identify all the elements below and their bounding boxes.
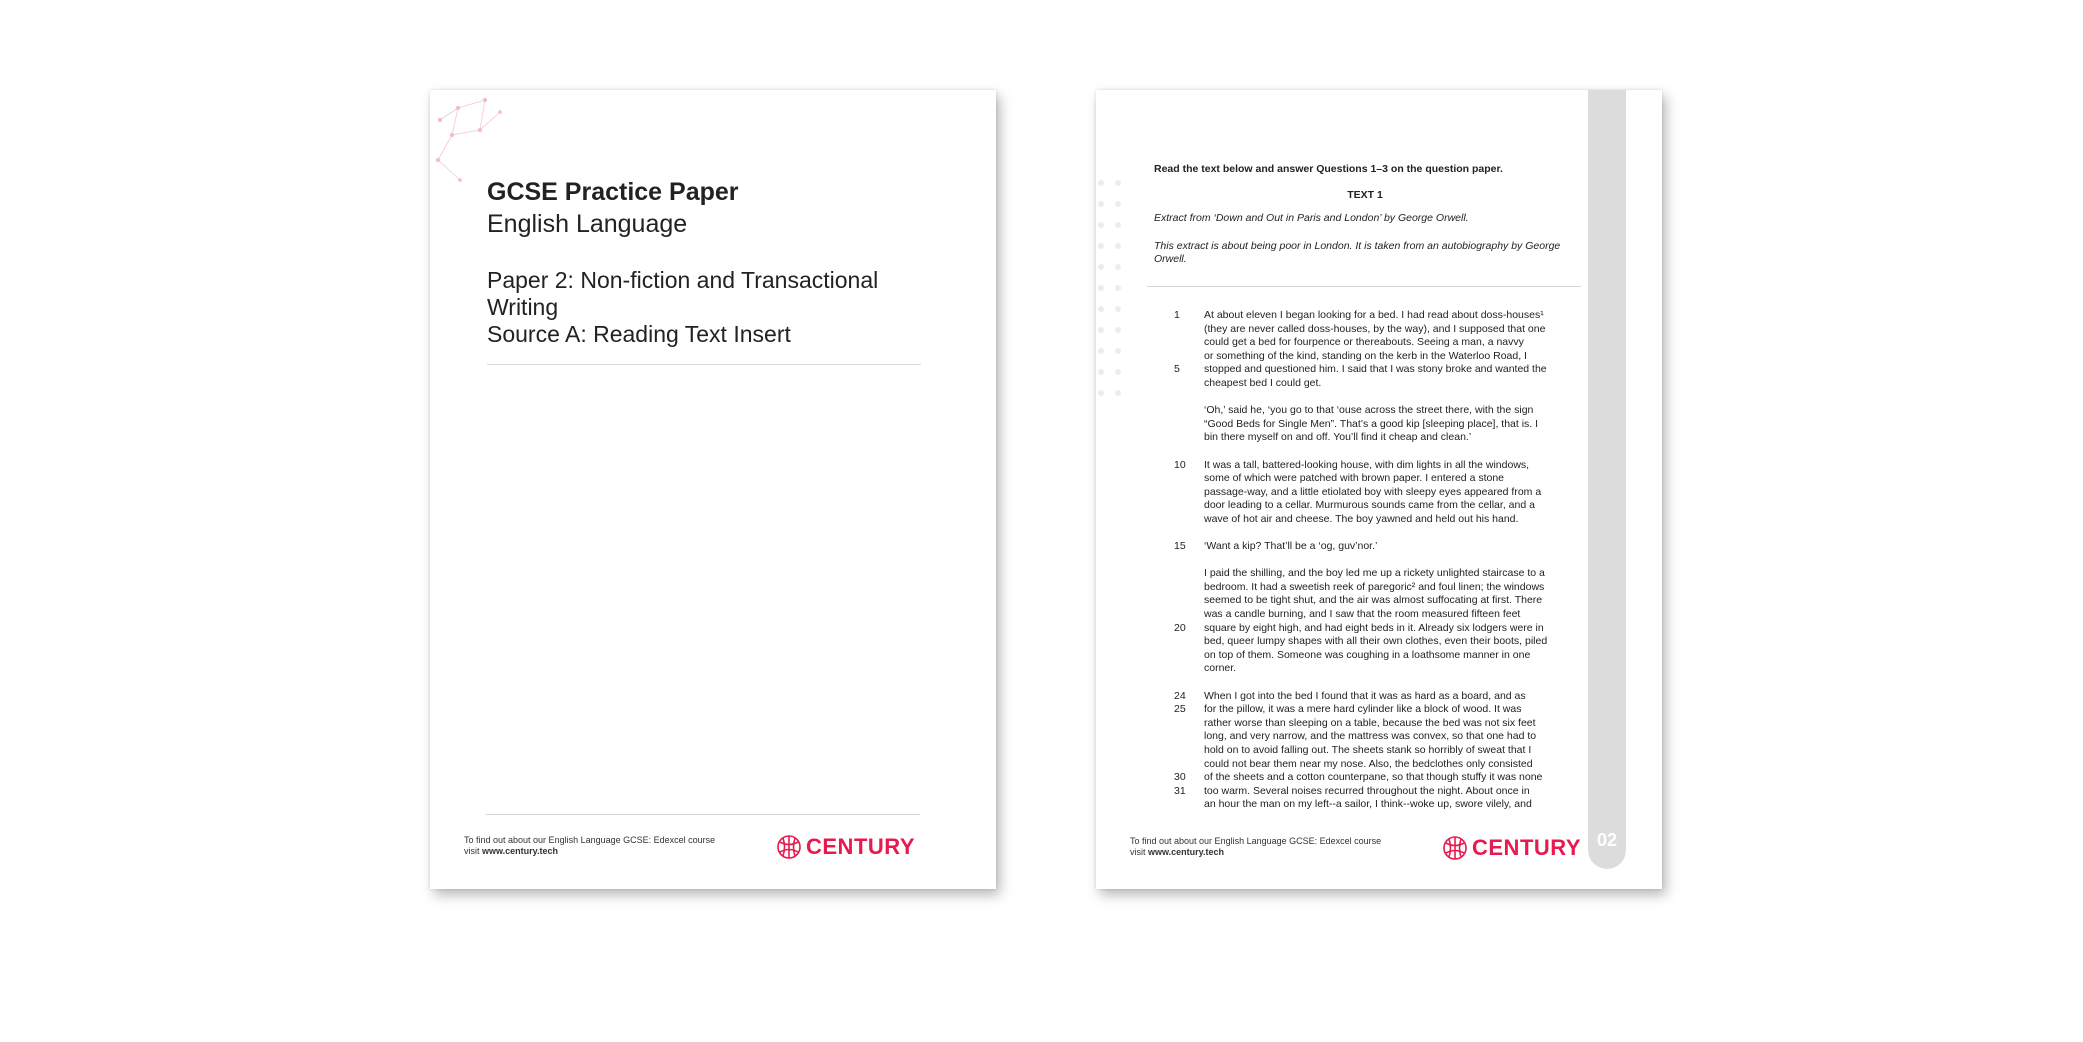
text-line [1154, 377, 1604, 391]
line-text: It was a tall, battered-looking house, with dim lights in all the windows, [1204, 458, 1530, 471]
cover-page [430, 90, 996, 889]
line-number: 30 [1174, 771, 1186, 784]
text-line [1154, 404, 1604, 418]
line-text: bin there myself on and off. You’ll find it cheap and clean.’ [1204, 431, 1472, 444]
text-line [1154, 717, 1604, 731]
text-line [1154, 554, 1604, 568]
century-brain-icon [776, 834, 802, 860]
line-text: I paid the shilling, and the boy led me up a rickety unlighted staircase to a [1204, 567, 1545, 580]
line-number: 10 [1174, 458, 1186, 471]
dot-grid-decoration-icon [1096, 178, 1136, 408]
line-number: 24 [1174, 689, 1186, 702]
footer-line: To find out about our English Language GCSE: Edexcel course [464, 835, 716, 845]
text-line [1154, 581, 1604, 595]
text-line [1154, 391, 1604, 405]
line-text: wave of hot air and cheese. The boy yawned and held out his hand. [1204, 512, 1519, 525]
text-line [1154, 771, 1604, 785]
line-text: long, and very narrow, and the mattress was convex, so that one had to [1204, 730, 1537, 743]
extract-text [1154, 309, 1604, 812]
line-text: When I got into the bed I found that it was as hard as a board, and as [1204, 689, 1526, 702]
line-text: square by eight high, and had eight beds in it. Already six lodgers were in [1204, 621, 1544, 634]
text-line [1154, 594, 1604, 608]
text-heading: TEXT 1 [1347, 189, 1383, 201]
footer-url[interactable]: www.century.tech [1148, 847, 1225, 857]
text-line [1154, 309, 1604, 323]
line-text: door leading to a cellar. Murmurous sounds came from the cellar, and a [1204, 499, 1535, 512]
line-text: passage-way, and a little etiolated boy with sleepy eyes appeared from a [1204, 485, 1542, 498]
line-text: cheapest bed I could get. [1204, 376, 1322, 389]
footer-text [1130, 836, 1381, 858]
text-line [1154, 676, 1604, 690]
logo-text: CENTURY [1472, 835, 1582, 860]
text-line [1154, 608, 1604, 622]
line-text: an hour the man on my left--a sailor, I think--woke up, swore vilely, and [1204, 798, 1532, 811]
footer-divider [486, 814, 920, 815]
text-line [1154, 662, 1604, 676]
line-text: corner. [1204, 662, 1237, 675]
footer-line: To find out about our English Language GCSE: Edexcel course [1130, 836, 1382, 846]
extract-source: Extract from ‘Down and Out in Paris and London’ by George Orwell. [1154, 212, 1469, 224]
line-text: could not bear them near my nose. Also, the bedclothes only consisted [1204, 757, 1533, 770]
instruction: Read the text below and answer Questions 1–3 on the question paper. [1154, 163, 1503, 175]
century-logo [1442, 835, 1581, 861]
line-number: 15 [1174, 540, 1186, 553]
paper-name-line1: Paper 2: Non-fiction and Transactional [487, 267, 879, 293]
line-text: of the sheets and a cotton counterpane, so that though stuffy it was none [1204, 771, 1543, 784]
text-line [1154, 527, 1604, 541]
line-text: could get a bed for fourpence or thereabouts. Seeing a man, a navvy [1204, 336, 1524, 349]
line-text: hold on to avoid falling out. The sheets stank so horribly of sweat that I [1204, 744, 1532, 756]
line-text: some of which were patched with brown paper. I entered a stone [1204, 472, 1505, 485]
text-line [1154, 690, 1604, 704]
divider [1147, 286, 1581, 287]
text-line [1154, 323, 1604, 337]
line-text: bed, queer lumpy shapes with all their own clothes, even their boots, piled [1204, 635, 1548, 648]
text-line [1154, 567, 1604, 581]
paper-name-line2: Writing [487, 294, 559, 320]
text-line [1154, 649, 1604, 663]
line-text: on top of them. Someone was coughing in a loathsome manner in one [1204, 648, 1531, 661]
century-brain-icon [1442, 835, 1468, 861]
text-line [1154, 758, 1604, 772]
text-line [1154, 363, 1604, 377]
footer-visit: visit [1130, 847, 1148, 857]
line-text: seemed to be tight shut, and the air was almost suffocating at first. There [1204, 594, 1543, 607]
text-line [1154, 785, 1604, 799]
paper-title: GCSE Practice Paper [487, 178, 739, 206]
text-line [1154, 336, 1604, 350]
text-line [1154, 350, 1604, 364]
line-number: 20 [1174, 621, 1186, 634]
text-line [1154, 486, 1604, 500]
text-line [1154, 622, 1604, 636]
line-text: too warm. Several noises recurred throughout the night. About once in [1204, 784, 1530, 797]
text-line [1154, 635, 1604, 649]
text-line [1154, 513, 1604, 527]
line-text: rather worse than sleeping on a table, because the bed was not six feet [1204, 716, 1536, 729]
footer-url[interactable]: www.century.tech [482, 846, 559, 856]
footer-visit: visit [464, 846, 482, 856]
line-number: 25 [1174, 703, 1186, 716]
text-line [1154, 744, 1604, 758]
text-line [1154, 445, 1604, 459]
line-text: bedroom. It had a sweetish reek of paregoric² and foul linen; the windows [1204, 580, 1545, 593]
page-number: 02 [1596, 830, 1618, 850]
line-number: 5 [1174, 363, 1180, 376]
text-line [1154, 459, 1604, 473]
footer-text [464, 835, 715, 857]
text-line [1154, 472, 1604, 486]
line-text: ‘Oh,’ said he, ‘you go to that ‘ouse across the street there, with the sign [1204, 404, 1534, 417]
text-line [1154, 540, 1604, 554]
divider [487, 364, 921, 365]
line-text: ‘Want a kip? That’ll be a ‘og, guv’nor.’ [1204, 540, 1378, 553]
text-line [1154, 431, 1604, 445]
text-line [1154, 418, 1604, 432]
line-text: At about eleven I began looking for a bed. I had read about doss-houses¹ [1204, 309, 1544, 321]
line-number: 1 [1174, 309, 1180, 321]
logo-text: CENTURY [806, 834, 916, 859]
line-text: “Good Beds for Single Men”. That’s a good kip [sleeping place], that is. I [1204, 417, 1539, 430]
source-title: Source A: Reading Text Insert [487, 321, 791, 347]
line-text: (they are never called doss-houses, by the way), and I supposed that one [1204, 322, 1546, 335]
line-number: 31 [1174, 784, 1186, 797]
text-line [1154, 798, 1604, 812]
text-page [1096, 90, 1662, 889]
line-text: or something of the kind, standing on the kerb in the Waterloo Road, I [1204, 349, 1527, 362]
century-logo [776, 834, 915, 860]
text-line [1154, 499, 1604, 513]
text-line [1154, 703, 1604, 717]
line-text: was a candle burning, and I saw that the room measured fifteen feet [1204, 608, 1521, 621]
line-text: stopped and questioned him. I said that I was stony broke and wanted the [1204, 363, 1547, 376]
text-line [1154, 730, 1604, 744]
line-text: for the pillow, it was a mere hard cylinder like a block of wood. It was [1204, 703, 1522, 716]
paper-subject: English Language [487, 210, 688, 238]
extract-about: This extract is about being poor in London. It is taken from an autobiography by George Orwell. [1154, 240, 1561, 265]
cover-title-block [487, 176, 947, 348]
